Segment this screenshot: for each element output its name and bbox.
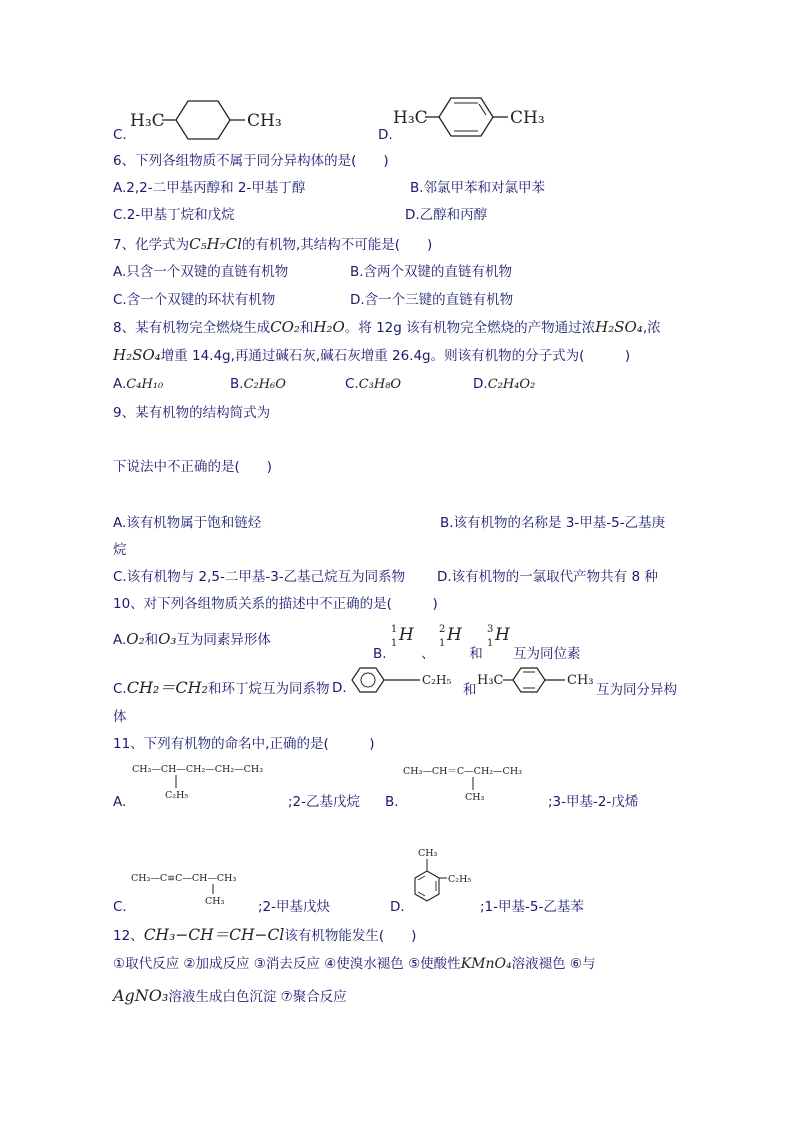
q11-structure-a <box>132 760 292 805</box>
q10-stem: 10、对下列各组物质关系的描述中不正确的是( ) <box>113 596 438 612</box>
q9-subquestion: 下说法中不正确的是( ) <box>113 459 273 475</box>
svg-text:CH₃: CH₃ <box>510 108 545 128</box>
svg-text:CH₃: CH₃ <box>205 896 225 907</box>
svg-text:CH₃: CH₃ <box>247 111 282 131</box>
q5-option-d-label: D. <box>378 127 393 143</box>
q11-stem: 11、下列有机物的命名中,正确的是( ) <box>113 736 375 752</box>
q8-option-c: C.C₃H₈O <box>345 376 402 392</box>
q10-option-c: C.CH₂＝CH₂和环丁烷互为同系物 <box>113 678 330 697</box>
svg-text:H₃C: H₃C <box>393 108 428 128</box>
q11-option-a-label: A. <box>113 794 127 810</box>
q5-structure-c <box>130 95 300 145</box>
q8-option-b: B.C₂H₆O <box>230 376 286 392</box>
q10-option-d-label: D. <box>332 680 347 696</box>
q10-option-a: A.O₂和O₃互为同素异形体 <box>113 630 271 648</box>
isotope-h3: 3 1 H <box>487 624 510 649</box>
q11-structure-c <box>131 866 261 911</box>
q9-option-d: D.该有机物的一氯取代产物共有 8 种 <box>437 569 658 585</box>
svg-text:CH₃: CH₃ <box>567 673 594 688</box>
q7-option-c: C.含一个双键的环状有机物 <box>113 292 276 308</box>
svg-text:CH₃: CH₃ <box>465 792 485 803</box>
q6-stem: 6、下列各组物质不属于同分异构体的是( ) <box>113 153 389 169</box>
svg-text:C₂H₅: C₂H₅ <box>448 874 472 885</box>
q12-options-line2: AgNO₃溶液生成白色沉淀 ⑦聚合反应 <box>113 986 347 1005</box>
q10-dimethylbenzene-structure <box>477 665 597 697</box>
q12-options-line1: ①取代反应 ②加成反应 ③消去反应 ④使溴水褪色 ⑤使酸性KMnO₄溶液褪色 ⑥与 <box>113 956 596 972</box>
q7-option-a: A.只含一个双键的直链有机物 <box>113 264 289 280</box>
q11-option-b-name: ;3-甲基-2-戊烯 <box>548 794 639 810</box>
q10-option-d-continued: 体 <box>113 709 127 725</box>
q9-option-b-continued: 烷 <box>113 542 127 558</box>
q10-ethylbenzene-structure <box>348 665 458 697</box>
q7-formula: C₅H₇Cl <box>189 235 242 253</box>
q8-option-d: D.C₂H₄O₂ <box>473 376 536 392</box>
q10-option-d-text: 互为同分异构 <box>596 682 677 698</box>
svg-text:C₂H₅: C₂H₅ <box>422 673 452 687</box>
q6-option-d: D.乙醇和丙醇 <box>405 207 488 223</box>
q10-option-b: B. 1 1 H 、 2 1 H 和 3 1 H 互为同位素 <box>373 624 581 662</box>
svg-text:C₂H₅: C₂H₅ <box>165 790 189 801</box>
q9-option-b: B.该有机物的名称是 3-甲基-5-乙基庚 <box>440 515 666 531</box>
q5-structure-d <box>393 92 563 142</box>
q11-option-c-label: C. <box>113 899 127 915</box>
q7-stem: 7、化学式为C₅H₇Cl的有机物,其结构不可能是( ) <box>113 235 433 253</box>
q9-option-c: C.该有机物与 2,5-二甲基-3-乙基己烷互为同系物 <box>113 569 406 585</box>
q11-option-a-name: ;2-乙基戊烷 <box>288 794 361 810</box>
svg-text:CH₃—CH＝C—CH₂—CH₃: CH₃—CH＝C—CH₂—CH₃ <box>403 766 522 777</box>
q9-stem: 9、某有机物的结构简式为 <box>113 405 271 421</box>
q7-option-d: D.含一个三键的直链有机物 <box>350 292 514 308</box>
q8-stem-line1: 8、某有机物完全燃烧生成CO₂和H₂O。将 12g 该有机物完全燃烧的产物通过浓H₂SO₄,浓 <box>113 318 661 336</box>
q7-option-b: B.含两个双键的直链有机物 <box>350 264 513 280</box>
q8-stem-line2: H₂SO₄增重 14.4g,再通过碱石灰,碱石灰增重 26.4g。则该有机物的分子式为( ) <box>113 346 631 364</box>
q11-option-d-label: D. <box>390 899 405 915</box>
q6-option-a: A.2,2-二甲基丙醇和 2-甲基丁醇 <box>113 180 306 196</box>
svg-text:CH₃: CH₃ <box>418 848 438 859</box>
svg-text:CH₃—C≡C—CH—CH₃: CH₃—C≡C—CH—CH₃ <box>131 873 237 884</box>
q11-structure-b <box>403 762 553 807</box>
q12-stem: 12、CH₃−CH＝CH−Cl该有机物能发生( ) <box>113 926 417 944</box>
q6-option-b: B.邻氯甲苯和对氯甲苯 <box>410 180 546 196</box>
q11-option-b-label: B. <box>385 794 399 810</box>
q8-option-a: A.C₄H₁₀ <box>113 376 164 392</box>
svg-text:H₃C: H₃C <box>477 673 504 688</box>
q9-option-a: A.该有机物属于饱和链烃 <box>113 515 262 531</box>
q11-option-c-name: ;2-甲基戊炔 <box>258 899 331 915</box>
isotope-h1: 1 1 H <box>390 624 414 649</box>
isotope-h2: 2 1 H <box>438 624 462 649</box>
q11-option-d-name: ;1-甲基-5-乙基苯 <box>480 899 584 915</box>
q11-structure-d <box>405 845 485 915</box>
q10-option-d-and: 和 <box>463 682 477 698</box>
svg-text:H₃C: H₃C <box>130 111 165 131</box>
q5-option-c-label: C. <box>113 127 127 143</box>
q6-option-c: C.2-甲基丁烷和戊烷 <box>113 207 235 223</box>
svg-text:CH₃—CH—CH₂—CH₂—CH₃: CH₃—CH—CH₂—CH₂—CH₃ <box>132 764 264 775</box>
